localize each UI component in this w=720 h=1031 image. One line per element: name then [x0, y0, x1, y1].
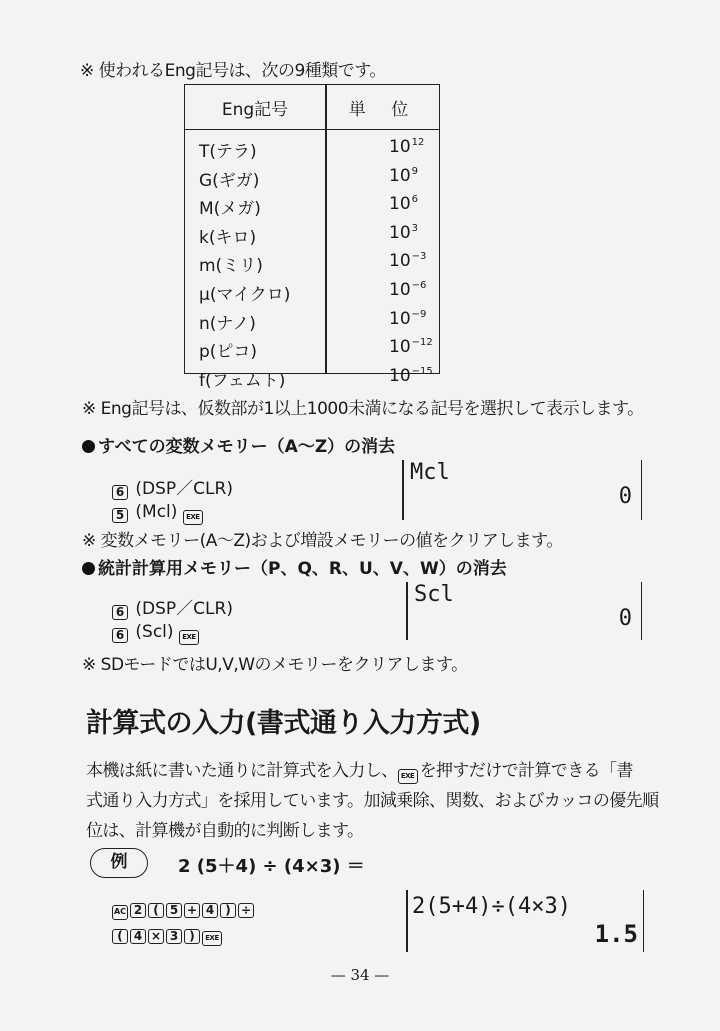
calc-key-icon: ): [220, 903, 236, 918]
row-unit: [389, 223, 418, 243]
bullet-icon: [82, 562, 95, 575]
calc-key-icon: (: [112, 929, 128, 944]
key-5: 5: [112, 508, 128, 523]
section1-step2: [112, 502, 205, 525]
section2-step2: [112, 622, 201, 645]
key-6: 6: [112, 628, 128, 643]
calc-key-icon: ): [184, 929, 200, 944]
unit-base: 10: [389, 308, 411, 329]
row-unit: [389, 280, 426, 300]
display-right-edge: [643, 890, 645, 952]
table-row: [185, 278, 439, 307]
example-expression: 2 (5＋4) ÷ (4×3) ＝: [178, 856, 365, 877]
unit-base: 10: [389, 365, 411, 386]
example-keys-row1: [112, 897, 256, 920]
calc-key-icon: 5: [166, 903, 182, 918]
row-unit: [389, 366, 433, 386]
table-row: [185, 192, 439, 221]
unit-exponent: −12: [411, 337, 433, 349]
unit-exponent: 3: [411, 222, 419, 234]
display-value: 0: [618, 606, 632, 631]
row-symbol: k(キロ): [199, 227, 257, 248]
calc-key-icon: AC: [112, 905, 128, 920]
example-display: [406, 890, 644, 952]
exe-key-icon: EXE: [179, 630, 199, 645]
row-symbol: G(ギガ): [199, 170, 260, 191]
row-symbol: n(ナノ): [199, 313, 256, 334]
key-6: 6: [112, 485, 128, 500]
exe-key-icon: EXE: [398, 769, 418, 784]
page-number: — 34 —: [330, 966, 390, 984]
unit-base: 10: [389, 137, 411, 157]
display-command: Scl: [414, 582, 454, 607]
section2-note: ※ SDモードではU,V,Wのメモリーをクリアします。: [82, 655, 468, 675]
paragraph-line3: 位は、計算機が自動的に判断します。: [86, 821, 364, 841]
section2-heading-text: 統計計算用メモリー（P、Q、R、U、V、W）の消去: [98, 559, 507, 579]
display-value: 0: [618, 484, 632, 509]
unit-exponent: 9: [411, 165, 419, 177]
header-unit: 単 位: [348, 100, 419, 120]
section1-heading-text: すべての変数メモリー（A～Z）の消去: [98, 437, 396, 457]
calc-key-icon: 4: [130, 929, 146, 944]
section2-step1: [112, 594, 233, 620]
row-unit: [389, 309, 426, 329]
row-unit: [389, 337, 433, 357]
row-symbol: M(メガ): [199, 199, 261, 220]
table-row: [185, 249, 439, 278]
table-row: [185, 335, 439, 364]
section2-display: [406, 582, 642, 640]
table-row: [185, 135, 439, 164]
intro-paragraph: [86, 756, 658, 846]
display-right-edge: [641, 460, 643, 520]
page-title: 計算式の入力(書式通り入力方式): [86, 708, 481, 739]
section1-step1: [112, 474, 233, 500]
unit-exponent: −3: [411, 251, 427, 263]
row-unit: [389, 251, 426, 271]
display-left-edge: [406, 582, 408, 640]
section1-note: ※ 変数メモリー(A～Z)および増設メモリーの値をクリアします。: [82, 531, 563, 551]
unit-exponent: −6: [411, 279, 427, 291]
table-row: [185, 364, 439, 393]
paragraph-line1: [86, 756, 658, 786]
row-unit: [389, 166, 418, 186]
key-6: 6: [112, 605, 128, 620]
unit-exponent: 6: [411, 194, 419, 206]
row-symbol: f(フェムト): [199, 370, 286, 391]
example-keys-row2: [112, 923, 224, 946]
unit-base: 10: [389, 251, 411, 272]
row-symbol: m(ミリ): [199, 256, 263, 277]
unit-exponent: −15: [411, 365, 433, 377]
section1-step1-label: (DSP／CLR): [135, 479, 233, 499]
note-eng-mantissa: ※ Eng記号は、仮数部が1以上1000未満になる記号を選択して表示します。: [82, 399, 644, 419]
section2-step2-label: (Scl): [135, 622, 174, 642]
table-rows: [185, 135, 439, 392]
section2-step1-label: (DSP／CLR): [135, 599, 233, 619]
calc-key-icon: 4: [202, 903, 218, 918]
calc-key-icon: 2: [130, 903, 146, 918]
display-left-edge: [402, 460, 404, 520]
unit-base: 10: [389, 165, 411, 186]
table-row: [185, 221, 439, 250]
table-row: [185, 307, 439, 336]
display-left-edge: [406, 890, 408, 952]
row-symbol: T(テラ): [199, 142, 257, 162]
unit-base: 10: [389, 279, 411, 300]
display-right-edge: [641, 582, 643, 640]
calc-key-icon: EXE: [202, 931, 222, 946]
display-command: Mcl: [410, 460, 450, 485]
calc-key-icon: ×: [148, 929, 164, 944]
section1-display: [402, 460, 642, 520]
display-expression: 2(5+4)÷(4×3): [412, 894, 571, 919]
section1-heading: [82, 432, 395, 457]
calc-key-icon: +: [184, 903, 200, 918]
row-unit: [389, 137, 424, 157]
example-badge: 例: [90, 848, 148, 878]
note-eng-symbols: ※ 使われるEng記号は、次の9種類です。: [80, 61, 386, 81]
row-symbol: p(ピコ): [199, 342, 258, 363]
unit-exponent: −9: [411, 308, 427, 320]
bullet-icon: [82, 440, 95, 453]
unit-base: 10: [389, 194, 411, 215]
section1-step2-label: (Mcl): [135, 502, 178, 522]
calc-key-icon: ÷: [238, 903, 254, 918]
section2-heading: [82, 554, 507, 579]
header-eng-symbol: Eng記号: [221, 100, 289, 120]
calc-key-icon: 3: [166, 929, 182, 944]
paragraph-line2: 式通り入力方式」を採用しています。加減乗除、関数、およびカッコの優先順: [86, 791, 659, 811]
paragraph-line1b: を押すだけで計算できる「書: [419, 761, 633, 781]
unit-exponent: 12: [411, 137, 425, 148]
row-unit: [389, 194, 418, 214]
row-symbol: μ(マイクロ): [199, 284, 291, 305]
exe-key-icon: EXE: [183, 510, 203, 525]
unit-base: 10: [389, 222, 411, 243]
unit-base: 10: [389, 337, 411, 358]
paragraph-line1a: 本機は紙に書いた通りに計算式を入力し、: [86, 761, 398, 781]
display-result: 1.5: [594, 920, 638, 948]
calc-key-icon: (: [148, 903, 164, 918]
eng-unit-table: [184, 84, 440, 391]
table-row: [185, 164, 439, 193]
